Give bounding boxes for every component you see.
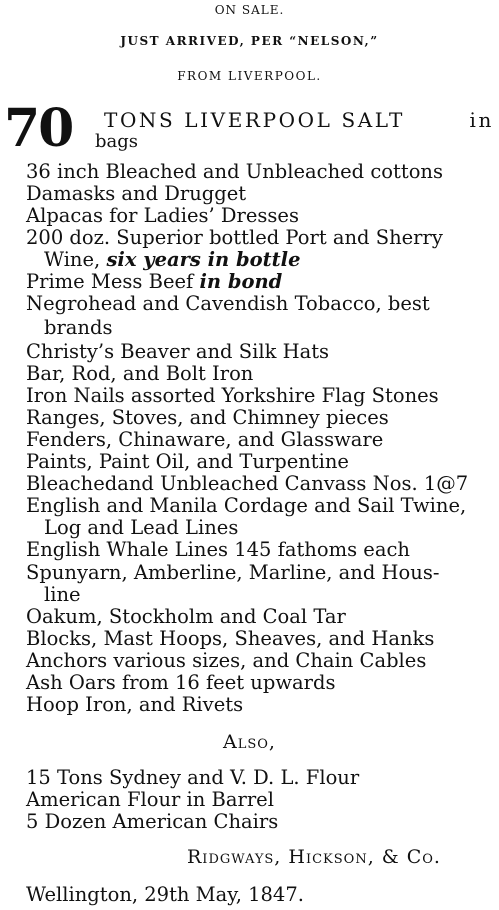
beef-italic: in bond <box>199 270 283 293</box>
list-item: Bar, Rod, and Bolt Iron <box>26 362 254 385</box>
list-item: 36 inch Bleached and Unbleached cottons <box>26 160 444 183</box>
list-item: Blocks, Mast Hoops, Sheaves, and Hanks <box>26 627 435 650</box>
list-item: English Whale Lines 145 fathoms each <box>26 538 410 561</box>
on-sale-heading: ON SALE. <box>214 3 285 17</box>
wine-italic: six years in bottle <box>106 248 301 271</box>
list-item: Bleachedand Unbleached Canvass Nos. 1@7 <box>26 472 469 495</box>
list-item: Iron Nails assorted Yorkshire Flag Stones <box>26 384 439 407</box>
signature: Ridgways, Hickson, & Co. <box>187 846 441 868</box>
list-item-continuation <box>44 250 301 270</box>
arrival-heading: JUST ARRIVED, PER “NELSON,” <box>120 34 379 48</box>
list-item-continuation: line <box>44 583 81 606</box>
list-item: Paints, Paint Oil, and Turpentine <box>26 450 349 473</box>
dateline: Wellington, 29th May, 1847. <box>26 883 304 906</box>
list-item: Ranges, Stoves, and Chimney pieces <box>26 406 389 429</box>
list-item: Damasks and Drugget <box>26 182 247 205</box>
lead-tons-text: TONS LIVERPOOL SALT <box>104 108 406 132</box>
list-item: Christy’s Beaver and Silk Hats <box>26 340 330 363</box>
lead-tons-in: in <box>469 108 494 132</box>
list-item: 5 Dozen American Chairs <box>26 810 279 833</box>
list-item: Alpacas for Ladies’ Dresses <box>26 204 299 227</box>
lead-bags: bags <box>95 131 139 152</box>
list-item: Ash Oars from 16 feet upwards <box>26 671 336 694</box>
beef-text: Prime Mess Beef <box>26 270 194 293</box>
list-item: 15 Tons Sydney and V. D. L. Flour <box>26 766 360 789</box>
list-item: Anchors various sizes, and Chain Cables <box>26 649 427 672</box>
list-item: Oakum, Stockholm and Coal Tar <box>26 605 346 628</box>
list-item: Negrohead and Cavendish Tobacco, best <box>26 292 430 315</box>
lead-number: 70 <box>4 98 73 159</box>
also-heading: Also, <box>223 731 276 753</box>
list-item: Fenders, Chinaware, and Glassware <box>26 428 384 451</box>
origin-heading: FROM LIVERPOOL. <box>177 69 322 83</box>
list-item <box>26 272 282 292</box>
list-item: American Flour in Barrel <box>26 788 274 811</box>
list-item: 200 doz. Superior bottled Port and Sherry <box>26 226 443 249</box>
list-item: English and Manila Cordage and Sail Twine, <box>26 494 467 517</box>
list-item: Hoop Iron, and Rivets <box>26 693 244 716</box>
list-item-continuation: Log and Lead Lines <box>44 516 239 539</box>
list-item-continuation: brands <box>44 316 113 339</box>
wine-text: Wine, <box>44 248 101 271</box>
list-item: Spunyarn, Amberline, Marline, and Hous- <box>26 561 440 584</box>
